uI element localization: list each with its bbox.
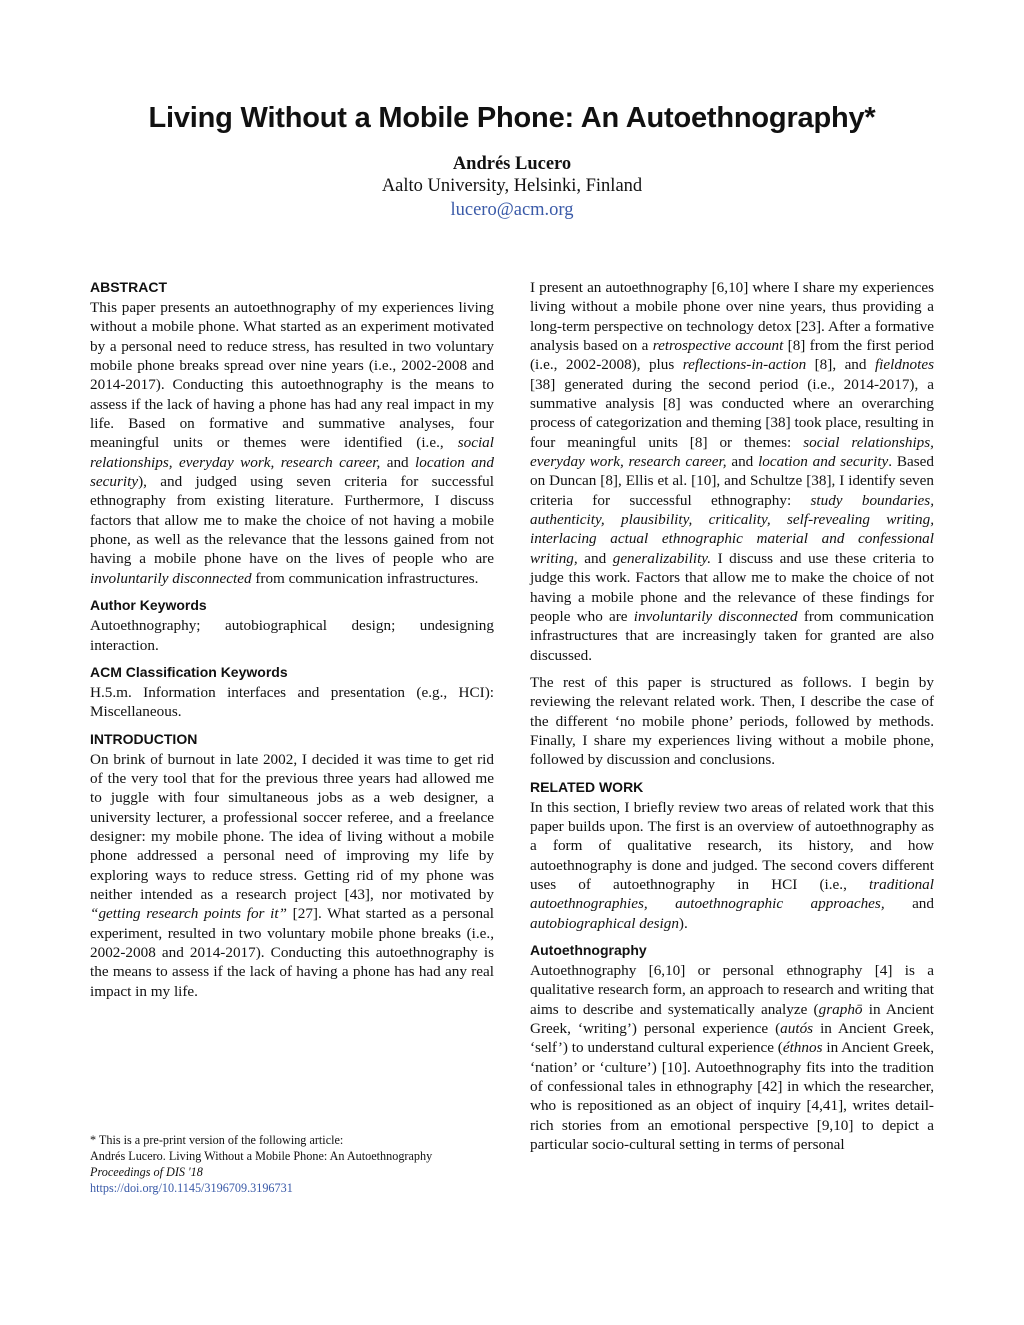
structure-paragraph: The rest of this paper is structured as follows. I begin by reviewing the relevant related work. Then, I describe the case of the different ‘no mobile phone’ periods, followed by methods. Finally, I share my experiences living without a mobile phone, followed by discussion and conclusions.	[530, 673, 934, 769]
author-affiliation: Aalto University, Helsinki, Finland	[381, 176, 643, 196]
footnote-line: * This is a pre-print version of the following article:	[90, 1133, 344, 1147]
acm-keywords-text: H.5.m. Information interfaces and presentation (e.g., HCI): Miscellaneous.	[90, 683, 494, 721]
left-column	[90, 278, 494, 1009]
autoethnography-heading: Autoethnography	[530, 942, 647, 958]
abstract-paragraph: This paper presents an autoethnography of my experiences living without a mobile phone. What started as an experiment motivated by a personal need to reduce stress, has resulted in two voluntary mobile phone breaks spread over nine years (i.e., 2002-2008 and 2014-2017). Conducting this autoethnography is the means to assess if the lack of having a phone has had any real impact in my life. Based on formative and summative analyses, four meaningful units or themes were identified (i.e., social relationships, everyday work, research career, and location and security), and judged using seven criteria for successful ethnography from existing literature. Furthermore, I discuss factors that allow me to make the choice of not having a mobile phone, as well as the relevance that the lessons gained from not having a mobile phone have on the lives of people who are involuntarily disconnected from communication infrastructures.	[90, 299, 494, 587]
author-keywords-text: Autoethnography; autobiographical design; undesigning interaction.	[90, 617, 494, 654]
author-name: Andrés Lucero	[452, 154, 572, 174]
introduction-heading: INTRODUCTION	[90, 730, 198, 747]
related-work-paragraph: In this section, I briefly review two areas of related work that this paper builds upon. The first is an overview of autoethnography as a form of qualitative research, its history, and how autoethnography is done and judged. The second covers different uses of autoethnography in HCI (i.e., traditional autoethnographies, autoethnographic approaches, and autobiographical design).	[530, 798, 934, 932]
footnote-citation: Andrés Lucero. Living Without a Mobile Phone: An Autoethnography	[90, 1149, 433, 1163]
author-keywords-heading: Author Keywords	[90, 597, 207, 614]
introduction-paragraph: On brink of burnout in late 2002, I decided it was time to get rid of the very tool that for the previous three years had allowed me to juggle with four simultaneous jobs as a web designer, a university lecturer, a professional soccer referee, and a freelance designer: my mobile phone. The idea of living without a mobile phone addressed a personal need of improving my life by exploring ways to reduce stress. Getting rid of my phone was neither intended as a research project [43], nor motivated by “getting research points for it” [27]. What started as a personal experiment, resulted in two voluntary mobile phone breaks (i.e., 2002-2008 and 2014-2017). Conducting this autoethnography is the means to assess if the lack of having a phone has had any real impact in my life.	[90, 750, 494, 1000]
acm-keywords-heading: ACM Classification Keywords	[90, 663, 288, 680]
preprint-footnote	[90, 1132, 494, 1196]
footnote-proceedings: Proceedings of DIS '18	[90, 1165, 203, 1179]
autoethnography-paragraph: Autoethnography [6,10] or personal ethnography [4] is a qualitative research form, an approach to research and writing that aims to describe and systematically analyze (graphō in Ancient Greek, ‘writing’) personal experience (autós in Ancient Greek, ‘self’) to understand cultural experience (éthnos in Ancient Greek, ‘nation’ or ‘culture’) [10]. Autoethnography fits into the tradition of confessional tales in ethnography [42] in which the researcher, who is repositioned as an object of inquiry [4,41], writes detail-rich stories from an emotional perspective [9,10] to depict a particular socio-cultural setting in terms of personal	[530, 962, 935, 1154]
paper-title: Living Without a Mobile Phone: An Autoethnography*	[148, 102, 876, 134]
right-column	[530, 278, 934, 1162]
doi-link[interactable]: https://doi.org/10.1145/3196709.3196731	[90, 1181, 293, 1195]
author-email-link[interactable]: lucero@acm.org	[450, 200, 574, 220]
related-work-heading: RELATED WORK	[530, 778, 644, 795]
abstract-heading: ABSTRACT	[90, 279, 167, 295]
intro-paragraph-2: I present an autoethnography [6,10] where I share my experiences living without a mobile phone over nine years, thus providing a long-term perspective on technology detox [23]. After a formative analysis based on a retrospective account [8] from the first period (i.e., 2002-2008), plus reflections-in-action [8], and fieldnotes [38] generated during the second period (i.e., 2014-2017), a summative analysis [8] was conducted where an overarching process of categorization and theming [38] took place, resulting in four meaningful units [8] or themes: social relationships, everyday work, research career, and location and security. Based on Duncan [8], Ellis et al. [10], and Schultze [38], I identify seven criteria for successful ethnography: study boundaries, authenticity, plausibility, criticality, self-revealing writing, interlacing actual ethnographic material and confessional writing, and generalizability. I discuss and use these criteria to judge this work. Factors that allow me to make the choice of not having a mobile phone and the relevance of these findings for people who are involuntarily disconnected from communication infrastructures that are increasingly taken for granted are also discussed.	[530, 279, 935, 664]
